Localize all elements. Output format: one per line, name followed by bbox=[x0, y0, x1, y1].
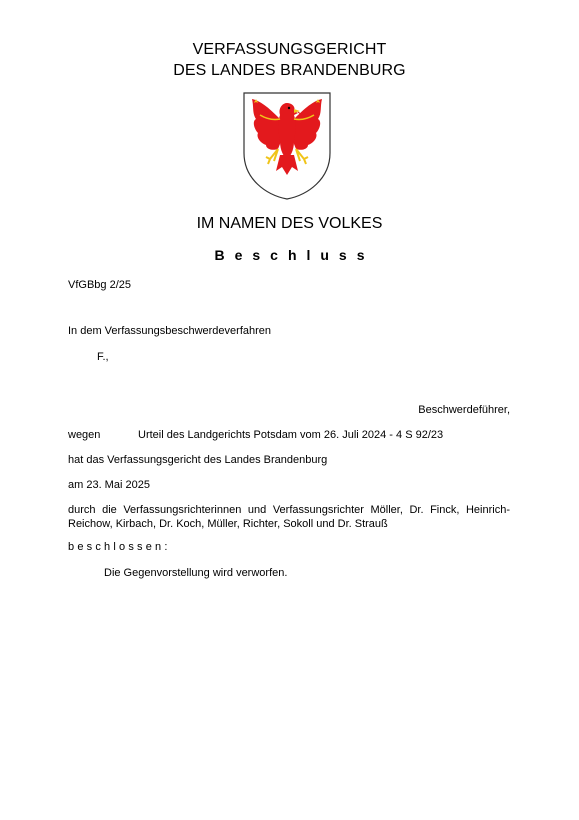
court-statement: hat das Verfassungsgericht des Landes Brandenburg bbox=[68, 454, 328, 466]
regarding-text: Urteil des Landgerichts Potsdam vom 26. Juli 2024 - 4 S 92/23 bbox=[138, 429, 444, 441]
decision-type-heading: Beschluss bbox=[214, 247, 375, 263]
in-the-name-heading: IM NAMEN DES VOLKES bbox=[196, 215, 383, 232]
regarding-label: wegen bbox=[68, 429, 101, 441]
operative-text: Die Gegenvorstellung wird verworfen. bbox=[104, 567, 288, 579]
party-name: F., bbox=[97, 351, 109, 363]
court-name-line-1: VERFASSUNGSGERICHT bbox=[192, 41, 387, 58]
decision-date: am 23. Mai 2025 bbox=[68, 479, 150, 491]
brandenburg-eagle-coat-of-arms-icon bbox=[242, 91, 332, 201]
file-number: VfGBbg 2/25 bbox=[68, 279, 131, 291]
decided-label: beschlossen: bbox=[68, 541, 171, 553]
judges-paragraph: durch die Verfassungsrichterinnen und Verfassungsrichter Möller, Dr. Finck, Heinrich-Reichow, Kirbach, Dr. Koch, Müller, Richter, Sokoll und Dr. Strauß bbox=[68, 504, 510, 530]
court-name-line-2: DES LANDES BRANDENBURG bbox=[173, 62, 406, 79]
proceeding-line: In dem Verfassungsbeschwerdeverfahren bbox=[68, 325, 272, 337]
party-role: Beschwerdeführer, bbox=[418, 404, 510, 416]
